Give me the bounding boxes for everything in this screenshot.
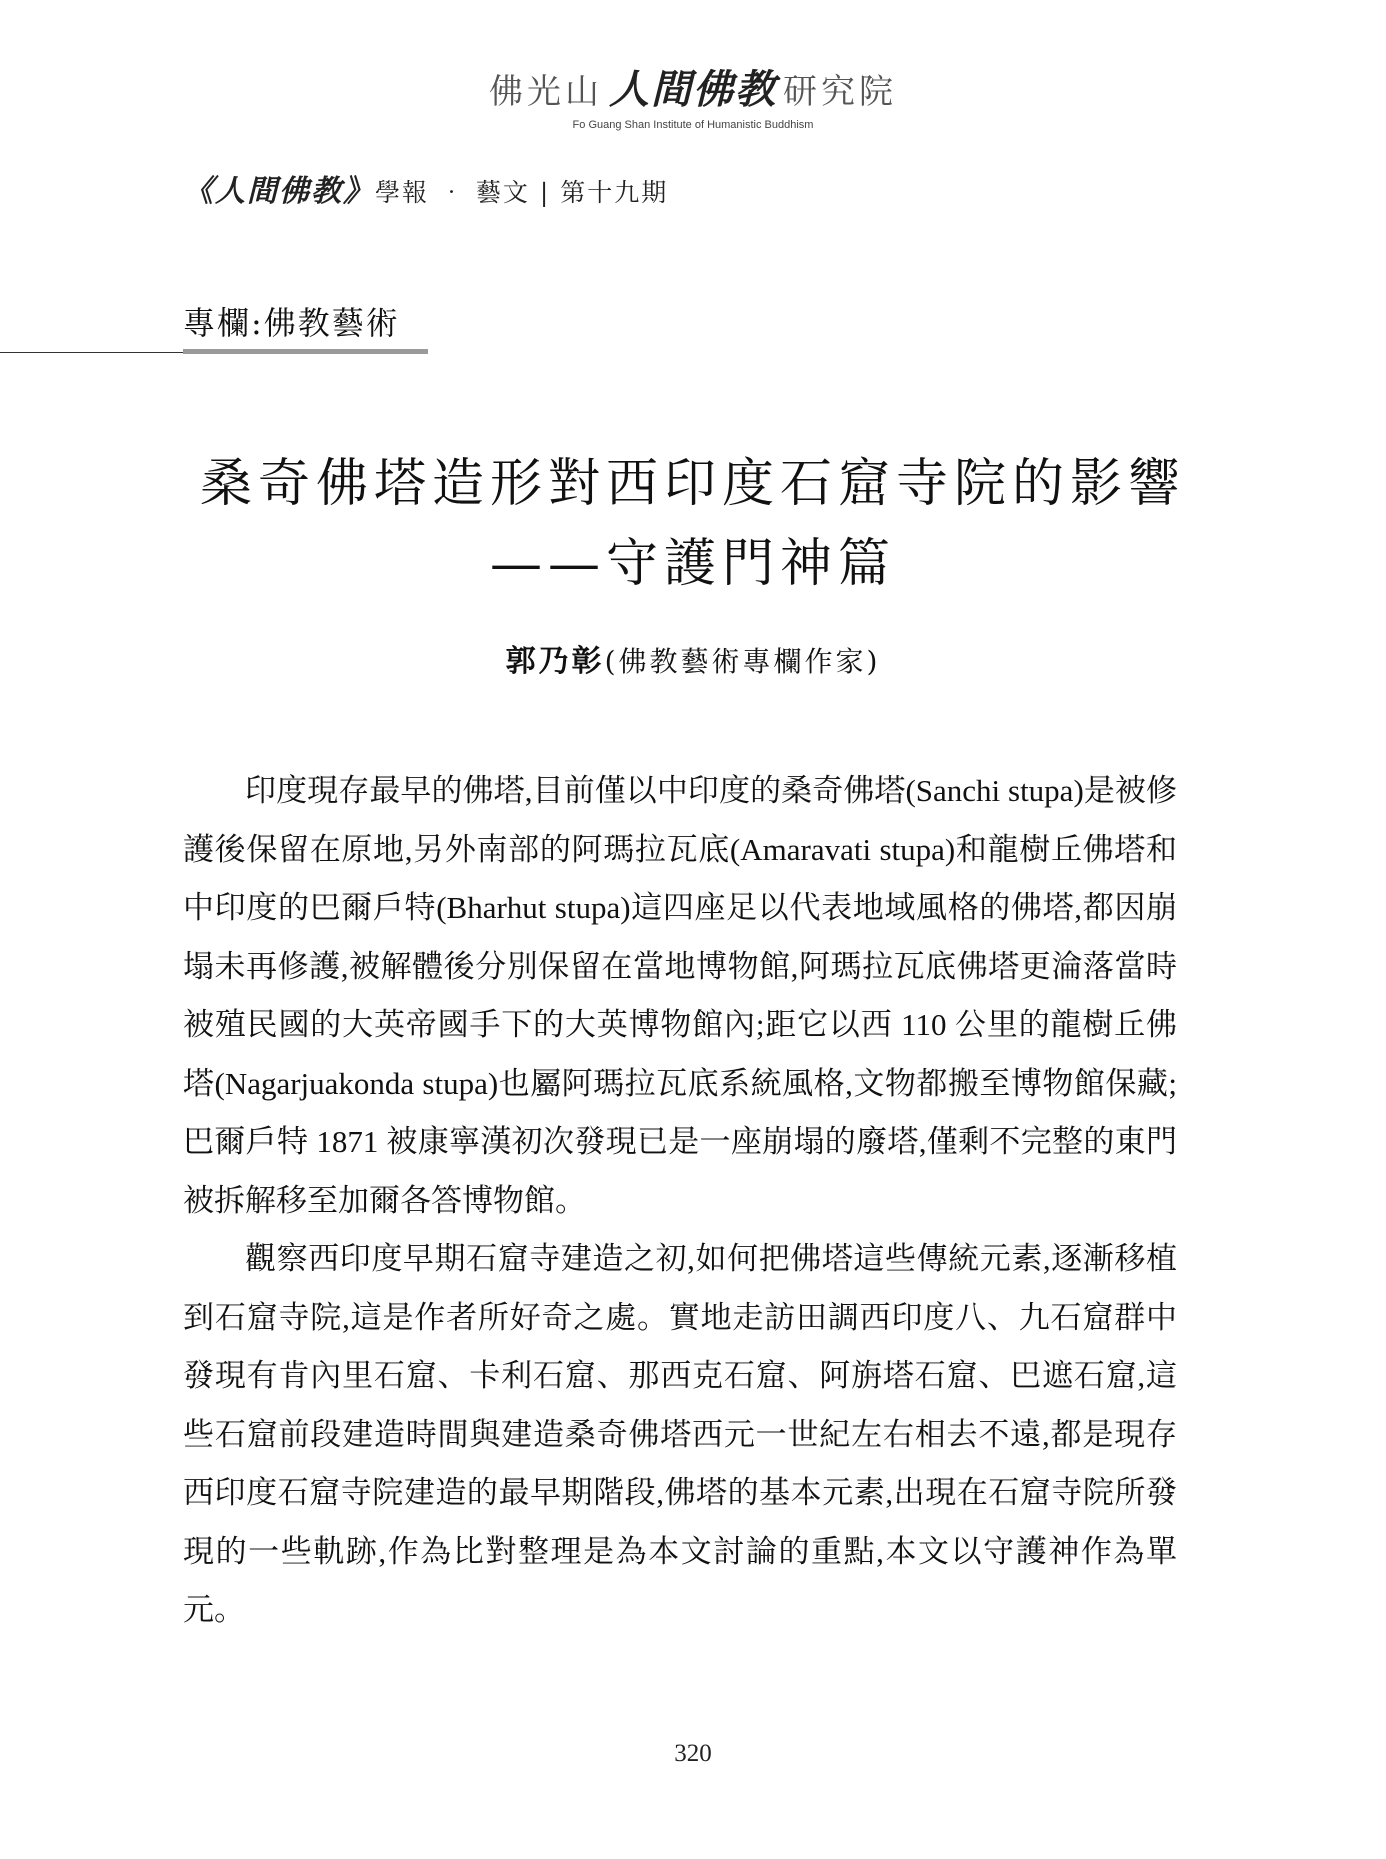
title-line-2: ——守護門神篇 — [489, 534, 896, 594]
column-label: 專欄:佛教藝術 — [183, 304, 400, 342]
paragraph-2: 觀察西印度早期石窟寺建造之初,如何把佛塔這些傳統元素,逐漸移植到石窟寺院,這是作者所好奇之處。實地走訪田調西印度八、九石窟群中發現有肯內里石窟、卡利石窟、那西克石窟、阿旃塔石窟、巴遮石窟,這些石窟前段建造時間與建造桑奇佛塔西元一世紀左右相去不遠,都是現存西印度石窟寺院建造的最早期階段,佛塔的基本元素,出現在石窟寺院所發現的一些軌跡,作為比對整理是為本文討論的重點,本文以守護神作為單元。 — [183, 1241, 1177, 1627]
institute-prefix: 佛光山 — [489, 72, 603, 112]
paragraph-1: 印度現存最早的佛塔,目前僅以中印度的桑奇佛塔(Sanchi stupa)是被修護後保留在原地,另外南部的阿瑪拉瓦底(Amaravati stupa)和龍樹丘佛塔和中印度的巴爾戶特(Bharhut stupa)這四座足以代表地域風格的佛塔,都因崩塌未再修護,被解體後分別保留在當地博物館,阿瑪拉瓦底佛塔更淪落當時被殖民國的大英帝國手下的大英博物館內;距它以西 110 公里的龍樹丘佛塔(Nagarjuakonda stupa)也屬阿瑪拉瓦底系統風格,文物都搬至博物館保藏;巴爾戶特 1871 被康寧漢初次發現已是一座崩塌的廢塔,僅剩不完整的東門被拆解移至加爾各答博物館。 — [183, 773, 1177, 1218]
author-line — [0, 636, 1386, 680]
article-title — [0, 444, 1386, 604]
journal-brand: 《人間佛教》 — [183, 174, 375, 209]
article-body — [183, 762, 1177, 1640]
institute-header — [0, 58, 1386, 131]
title-line-1: 桑奇佛塔造形對西印度石窟寺院的影響 — [199, 454, 1186, 514]
journal-issue: 學報 ‧ 藝文 | 第十九期 — [375, 178, 669, 207]
column-rule-accent — [183, 349, 428, 354]
author-affiliation: (佛教藝術專欄作家) — [604, 645, 881, 678]
author-name: 郭乃彰 — [505, 644, 605, 679]
institute-brand-logo: 人間佛教 — [609, 66, 777, 113]
journal-running-head — [183, 166, 668, 210]
institute-english-name: Fo Guang Shan Institute of Humanistic Buddhism — [572, 119, 814, 131]
page-number: 320 — [674, 1740, 712, 1767]
institute-suffix: 研究院 — [783, 72, 897, 112]
institute-name — [0, 58, 1386, 115]
